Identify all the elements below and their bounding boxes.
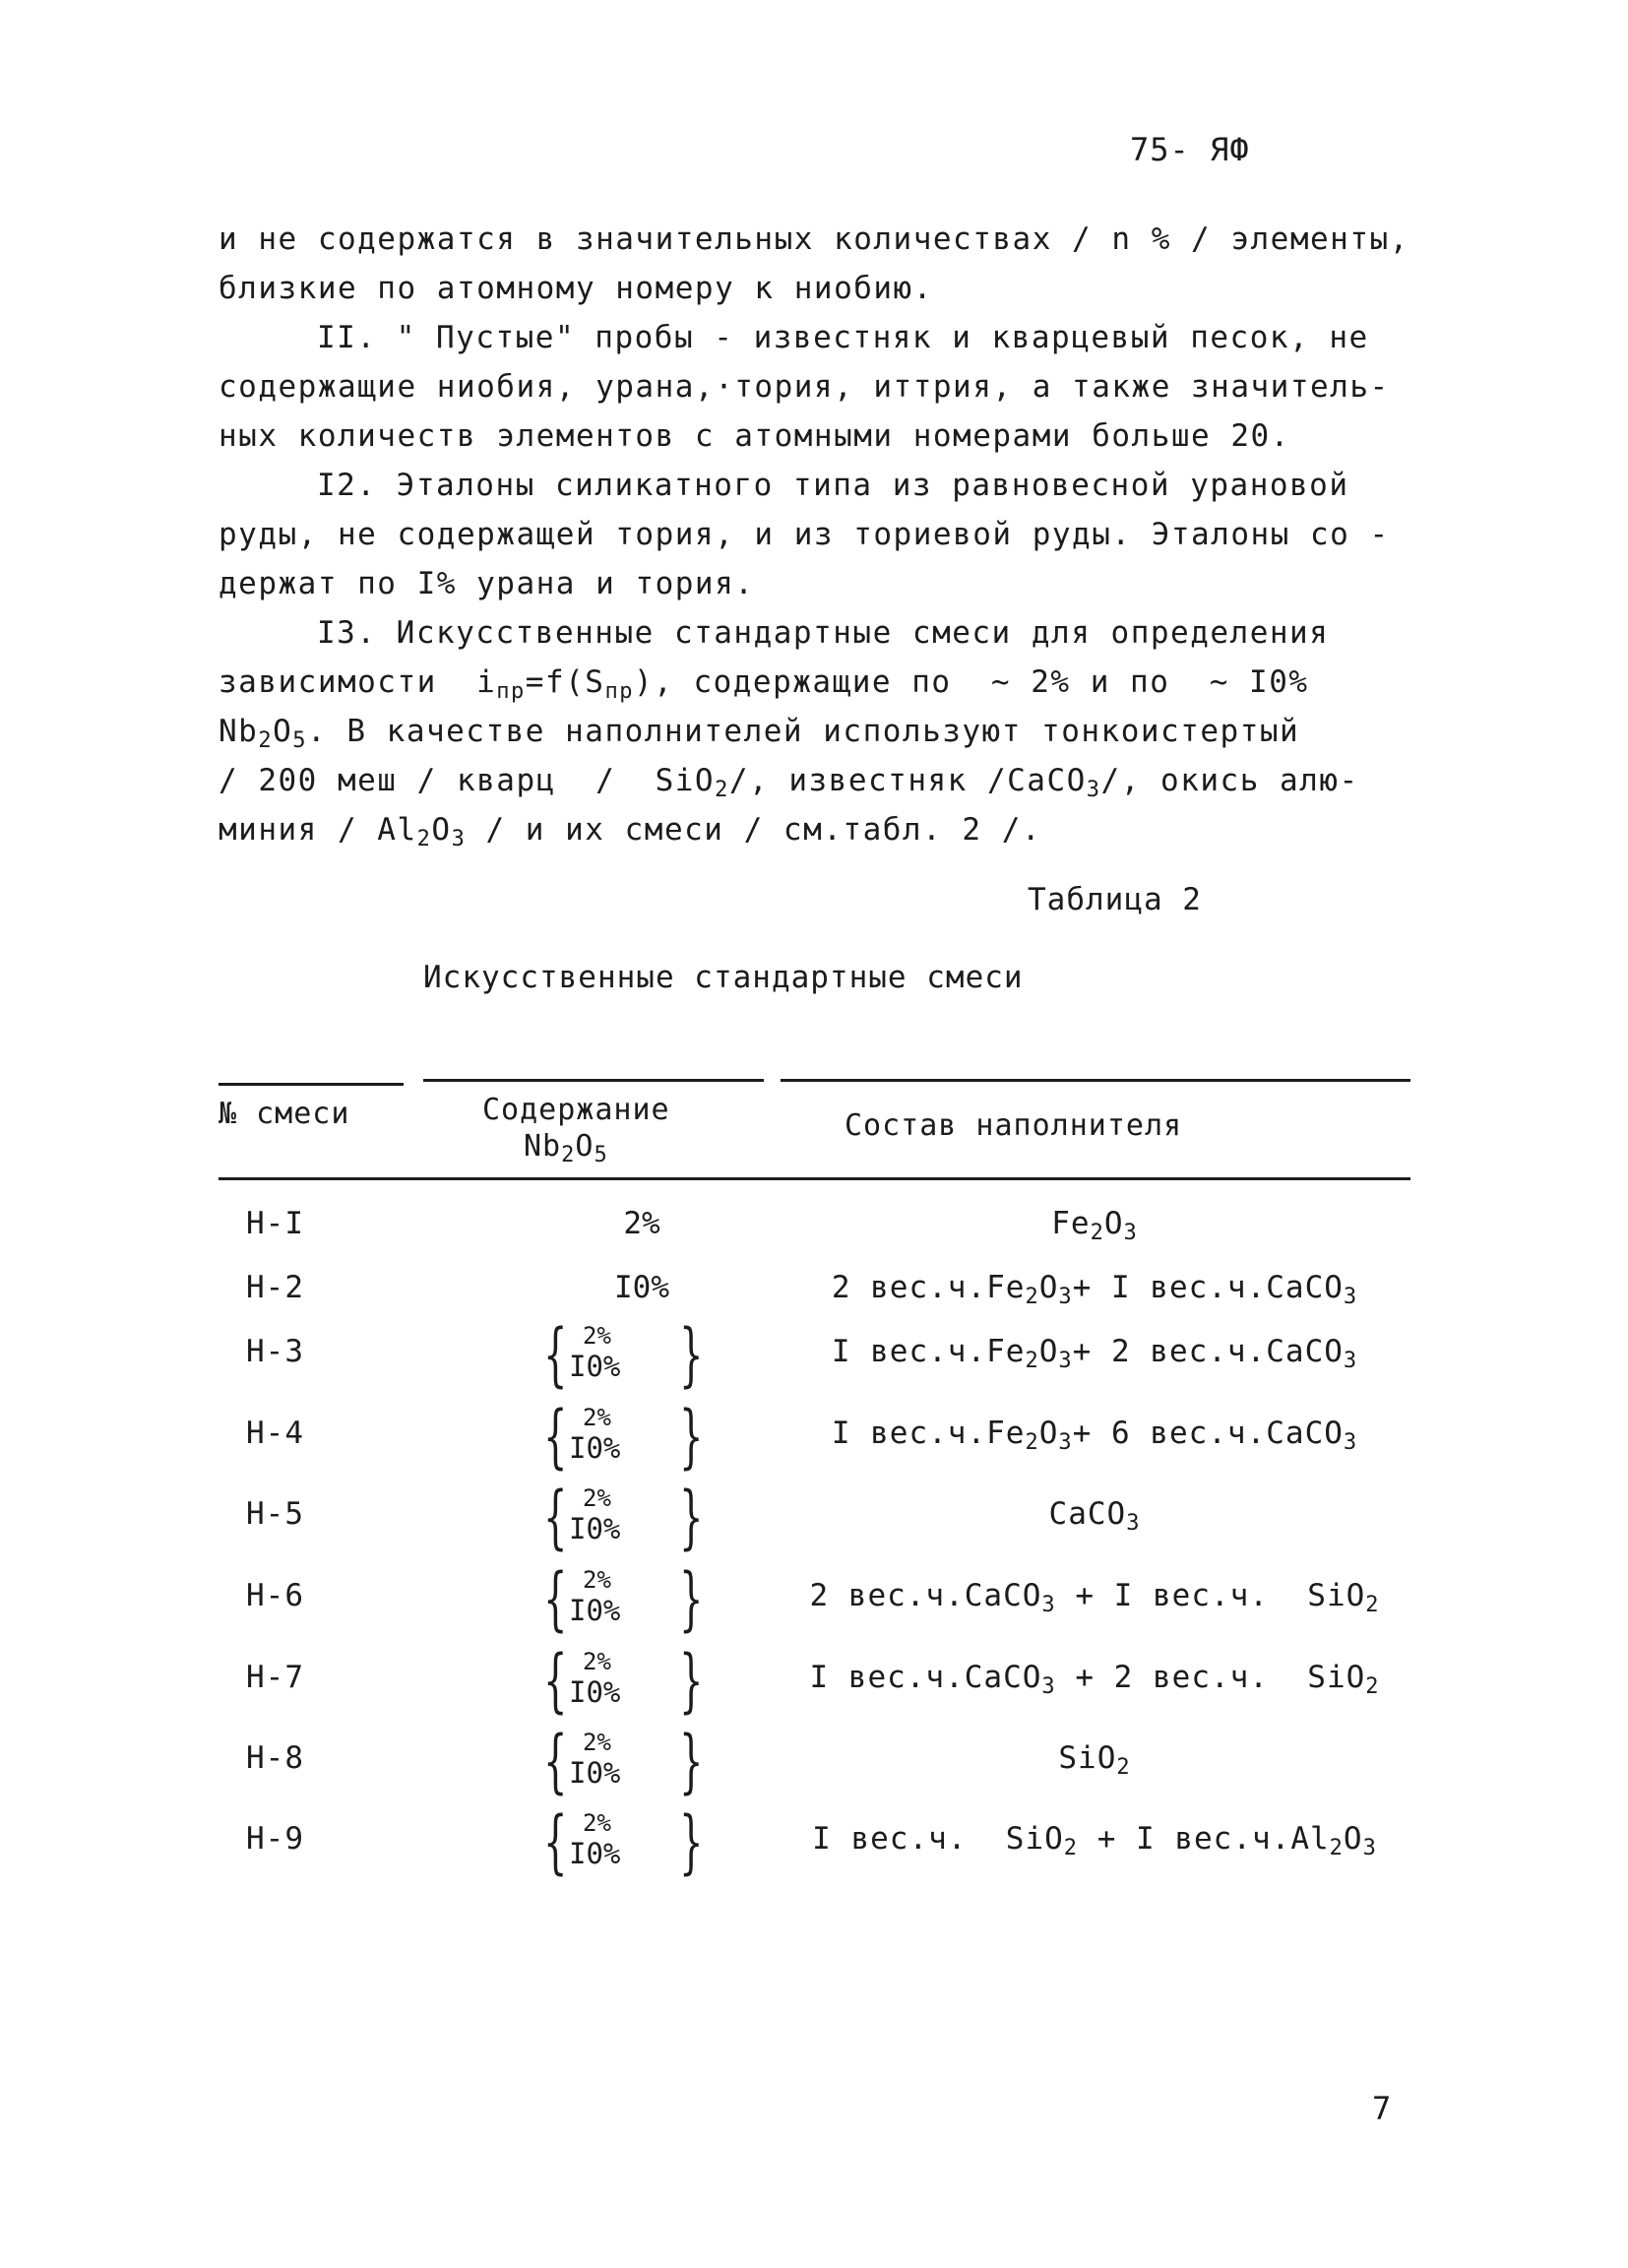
table-header-rule <box>219 1177 1410 1180</box>
table-row <box>219 1558 1439 1657</box>
formula-line: / 200 меш / кварц / SiO$_2$/, известняк /CaCO$_3$/, окись алю- <box>219 763 1359 802</box>
content-high: I0% <box>569 1756 621 1790</box>
page-number: 7 <box>1372 2090 1392 2127</box>
body-line: содержащие ниобия, урана,·тория, иттрия, а также значитель- <box>219 369 1390 405</box>
table-row <box>219 1396 1439 1494</box>
header-content: Содержание <box>482 1093 670 1127</box>
nb2o5-content-range <box>504 1314 730 1399</box>
filler-composition: 2 вес.ч.CaCO$_3$ + I вес.ч. SiO$_2$ <box>809 1578 1380 1617</box>
mix-number: Н-3 <box>246 1334 304 1369</box>
table-title: Искусственные стандартные смеси <box>423 960 1024 995</box>
body-line: II. " Пустые" пробы - известняк и кварцевый песок, не <box>317 320 1369 355</box>
document-code: 75- ЯФ <box>1130 131 1250 168</box>
filler-composition: I $вес.ч.Fe_2O_3+ 2$ вес.ч.CaCO$_3$ <box>831 1334 1358 1373</box>
mix-number: Н-6 <box>246 1578 304 1613</box>
left-brace: { <box>543 1314 568 1395</box>
mix-number: Н-8 <box>246 1740 304 1776</box>
body-line: держат по I% урана и тория. <box>219 566 755 601</box>
right-brace: } <box>679 1558 704 1639</box>
mix-number: Н-4 <box>246 1416 304 1451</box>
content-high: I0% <box>569 1594 621 1627</box>
right-brace: } <box>679 1396 704 1477</box>
header-filler: Состав наполнителя <box>845 1108 1183 1143</box>
mix-number: Н-I <box>246 1206 304 1241</box>
nb2o5-content: I0% <box>614 1270 669 1305</box>
formula-line: миния / $Al_2O_3$ / и их смеси / см.табл. 2 /. <box>219 812 1042 851</box>
right-brace: } <box>679 1314 704 1395</box>
body-line: ных количеств элементов с атомными номерами больше 20. <box>219 418 1290 454</box>
content-high: I0% <box>569 1512 621 1545</box>
filler-composition: 2 $вес.ч.Fe_2O_3+ I$ вес.ч.CaCO$_3$ <box>831 1270 1358 1309</box>
left-brace: { <box>543 1721 568 1801</box>
content-low: 2% <box>583 1404 611 1431</box>
left-brace: { <box>543 1801 568 1882</box>
left-brace: { <box>543 1396 568 1477</box>
content-low: 2% <box>583 1322 611 1350</box>
right-brace: } <box>679 1801 704 1882</box>
formula-line: зависимости $i_{пр}=f(S_{пр})$, содержащие по ~ 2% и по ~ I0% <box>219 664 1309 704</box>
table-row <box>219 1640 1439 1738</box>
nb2o5-content-range <box>504 1721 730 1805</box>
right-brace: } <box>679 1640 704 1721</box>
filler-composition: SiO$_2$ <box>1058 1740 1131 1780</box>
body-line: I3. Искусственные стандартные смеси для определения <box>317 615 1330 651</box>
header-mix-no: № смеси <box>219 1097 350 1131</box>
right-brace: } <box>679 1721 704 1801</box>
nb2o5-content-range <box>504 1477 730 1561</box>
left-brace: { <box>543 1640 568 1721</box>
body-line: I2. Эталоны силикатного типа из равновесной урановой <box>317 468 1349 503</box>
mix-number: Н-2 <box>246 1270 304 1305</box>
table-row <box>219 1314 1439 1413</box>
left-brace: { <box>543 1477 568 1557</box>
formula-line: $Nb_2O_5$. В качестве наполнителей используют тонкоистертый <box>219 714 1300 753</box>
body-line: и не содержатся в значительных количествах / n % / элементы, <box>219 221 1409 257</box>
nb2o5-content-range <box>504 1396 730 1480</box>
nb2o5-content-range <box>504 1558 730 1643</box>
left-brace: { <box>543 1558 568 1639</box>
content-high: I0% <box>569 1431 621 1465</box>
header-content-formula: $Nb_2O_5$ <box>524 1129 608 1167</box>
filler-composition: CaCO$_3$ <box>1048 1496 1141 1536</box>
content-high: I0% <box>569 1350 621 1383</box>
table-row <box>219 1721 1439 1819</box>
content-high: I0% <box>569 1675 621 1709</box>
body-line: руды, не содержащей тория, и из ториевой руды. Эталоны со - <box>219 517 1390 552</box>
mix-number: Н-5 <box>246 1496 304 1532</box>
table-top-rule <box>219 1083 404 1086</box>
table-number: Таблица 2 <box>1028 882 1202 917</box>
content-low: 2% <box>583 1809 611 1837</box>
content-low: 2% <box>583 1729 611 1756</box>
table-top-rule <box>423 1079 764 1082</box>
mix-number: Н-7 <box>246 1660 304 1695</box>
content-low: 2% <box>583 1648 611 1675</box>
nb2o5-content: 2% <box>623 1206 660 1241</box>
mix-number: Н-9 <box>246 1821 304 1857</box>
content-low: 2% <box>583 1566 611 1594</box>
filler-composition: $Fe_2O_3$ <box>1051 1206 1138 1245</box>
nb2o5-content-range <box>504 1801 730 1886</box>
right-brace: } <box>679 1477 704 1557</box>
body-line: близкие по атомному номеру к ниобию. <box>219 271 933 306</box>
filler-composition: I вес.ч. SiO$_2$ + I $вес.ч.Al_2O_3$ <box>812 1821 1377 1860</box>
table-row <box>219 1801 1439 1900</box>
filler-composition: I $вес.ч.Fe_2O_3+ 6$ вес.ч.CaCO$_3$ <box>831 1416 1358 1455</box>
filler-composition: I вес.ч.CaCO$_3$ + 2 вес.ч. SiO$_2$ <box>809 1660 1380 1699</box>
table-top-rule <box>781 1079 1410 1082</box>
content-high: I0% <box>569 1837 621 1870</box>
table-row <box>219 1477 1439 1575</box>
content-low: 2% <box>583 1484 611 1512</box>
nb2o5-content-range <box>504 1640 730 1725</box>
